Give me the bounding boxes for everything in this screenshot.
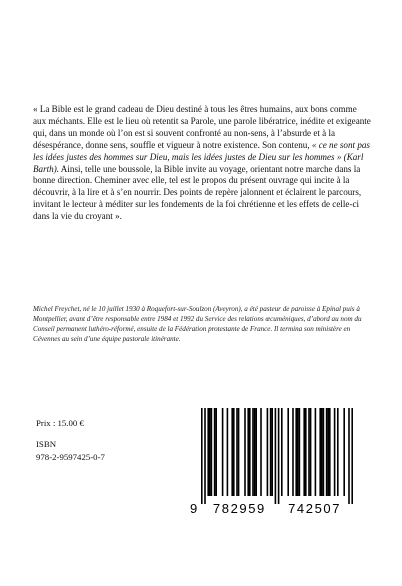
barcode-bar	[267, 408, 269, 496]
barcode-bar	[305, 408, 307, 496]
barcode-bar	[214, 408, 216, 496]
barcode-bar	[329, 408, 331, 496]
barcode-bar	[233, 408, 235, 496]
barcode-bar	[260, 408, 262, 496]
barcode-bar	[292, 408, 294, 496]
barcode-bar	[281, 408, 283, 496]
barcode-bar	[348, 408, 350, 504]
back-cover-blurb	[33, 104, 371, 223]
barcode-bar	[319, 408, 321, 496]
isbn-label: ISBN	[36, 439, 57, 449]
barcode-bar	[323, 408, 325, 496]
barcode-bar	[334, 408, 336, 496]
barcode-bar	[310, 408, 312, 496]
barcode-bar	[244, 408, 246, 496]
barcode-bar	[278, 408, 280, 504]
barcode-bar	[227, 408, 229, 496]
barcode-bar	[247, 408, 249, 496]
barcode-bar	[215, 408, 217, 496]
isbn-number: 978-2-9597425-0-7	[36, 452, 105, 462]
barcode-bar	[271, 408, 273, 496]
barcode-bar	[303, 408, 305, 496]
barcode-bar	[238, 408, 240, 496]
barcode-bar	[297, 408, 299, 496]
barcode-bar	[295, 408, 297, 496]
barcode-bar	[351, 408, 353, 504]
barcode-bar	[308, 408, 310, 496]
barcode-bar	[222, 408, 224, 496]
author-bio: Michel Freychet, né le 10 juillet 1930 à Roquefort-sur-Soulzon (Aveyron), a été pasteur de paroisse à Epinal puis à Montpellier, avant d’être responsable entre 1984 et 1992 du Service des relations œcuméniques, d’abord au nom du Conseil permanent luthéro-réformé, ensuite de la Fédération protestante de France. Il termina son ministère en Cévennes au sein d’une équipe pastorale itinérante.	[33, 305, 362, 344]
barcode-bar	[270, 408, 272, 496]
barcode-bar	[252, 408, 254, 496]
barcode-bar	[287, 408, 289, 496]
barcode-bar	[211, 408, 213, 496]
barcode-graphic	[187, 406, 365, 520]
barcode-bar	[326, 408, 328, 496]
barcode-bar	[343, 408, 345, 496]
barcode-bar	[231, 408, 233, 496]
price-label: Prix : 15.00 €	[36, 418, 84, 428]
barcode-bar	[275, 408, 277, 504]
barcode-bar	[236, 408, 238, 496]
barcode-bar	[337, 408, 339, 496]
barcode-digit-first: 9	[190, 501, 198, 516]
barcode-bar	[299, 408, 301, 496]
barcode-bar	[209, 408, 211, 496]
barcode-bar	[254, 408, 256, 496]
blurb-text-part1: « La Bible est le grand cadeau de Dieu destiné à tous les êtres humains, aux bons comme aux méchants. Elle est le lieu où retentit sa Parole, une parole libératrice, inédite et exigeante qui, dans un monde où l’on est si souvent confronté au non-sens, à l’absurde et à la désespérance, donne sens, souffle et vigueur à notre existence. Son contenu,	[33, 104, 371, 150]
barcode-bar	[327, 408, 329, 496]
barcode-bar	[321, 408, 323, 496]
barcode-digits-right: 742507	[288, 501, 342, 516]
barcode-digits-left: 782959	[212, 501, 266, 516]
barcode-bar	[249, 408, 251, 496]
blurb-text-part2: Ainsi, telle une boussole, la Bible invite au voyage, orientant notre marche dans la bonne direction. Cheminer avec elle, tel est le propos du présent ouvrage qui incite à la découvrir, à la lire et à s’en nourrir. Des points de repère jalonnent et éclairent le parcours, invitant le lecteur à méditer sur les fondements de la foi chrétienne et les effets de celle-ci dans la vie du croyant ».	[33, 163, 362, 222]
barcode-bar	[201, 408, 203, 504]
blurb-quote: « ce ne sont pas les idées justes des hommes sur Dieu, mais les idées justes de Dieu sur les hommes » (Karl Barth).	[33, 139, 370, 174]
isbn-barcode	[187, 406, 365, 520]
barcode-bar	[315, 408, 317, 496]
barcode-bar	[255, 408, 257, 496]
barcode-bars	[201, 408, 353, 504]
barcode-bar	[207, 408, 209, 496]
barcode-bar	[204, 408, 206, 504]
